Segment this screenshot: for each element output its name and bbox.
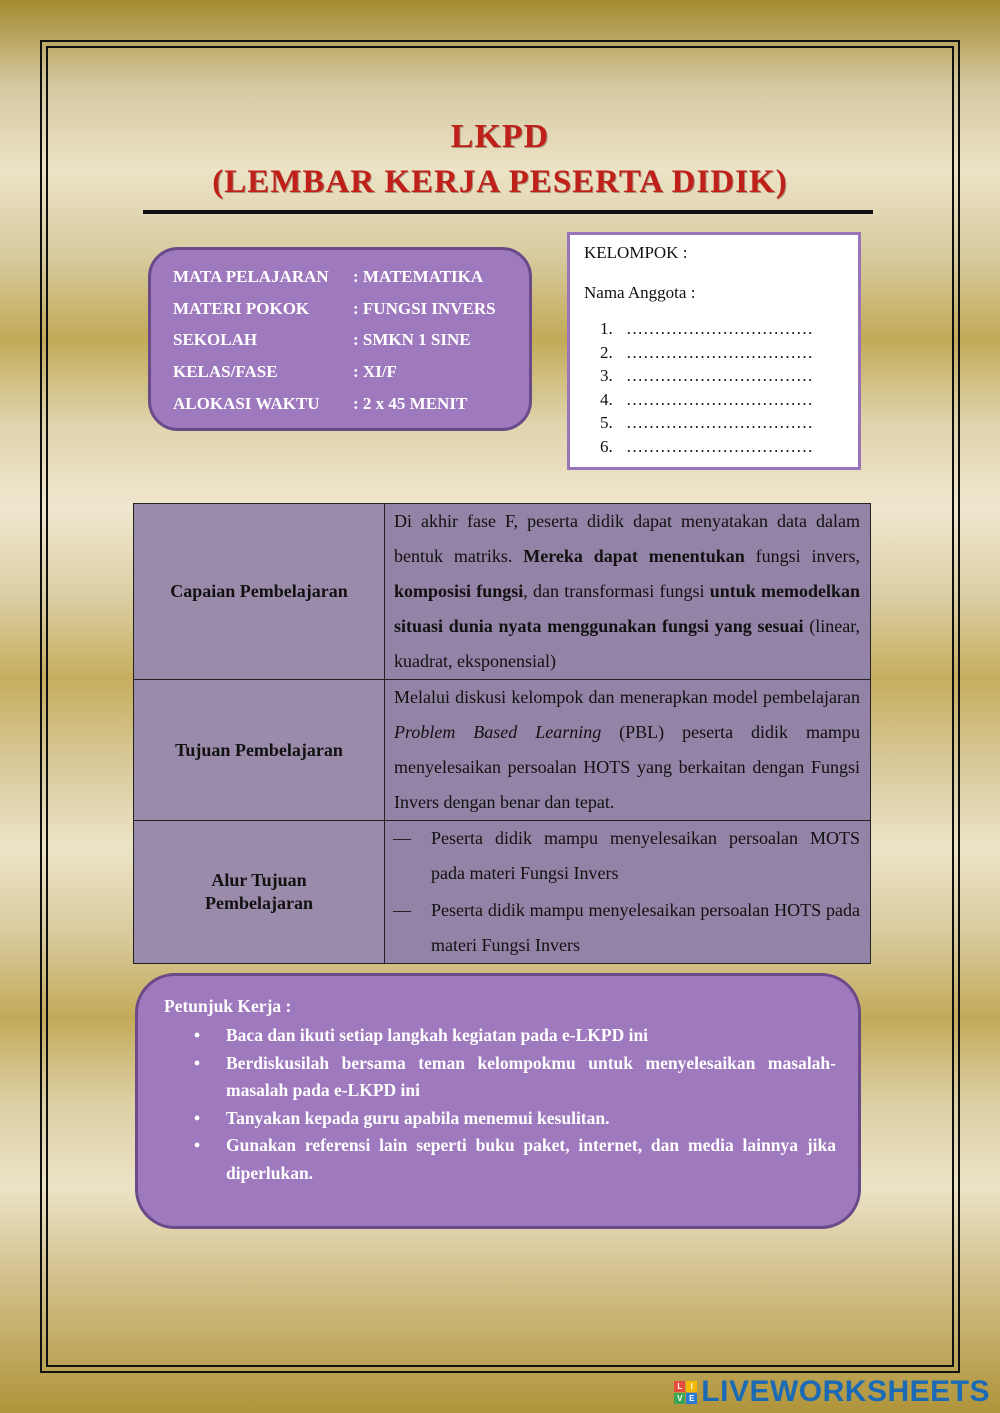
info-row-subject — [173, 267, 483, 287]
info-value: : SMKN 1 SINE — [353, 330, 471, 349]
list-item: • Baca dan ikuti setiap langkah kegiatan pada e-LKPD ini — [194, 1025, 649, 1045]
info-label: ALOKASI WAKTU — [173, 394, 320, 413]
member-item[interactable]: 3. …………………………… — [600, 366, 813, 385]
table-row — [134, 821, 871, 964]
info-row-time — [173, 394, 467, 414]
member-blank[interactable]: …………………………… — [626, 413, 813, 432]
info-label: SEKOLAH — [173, 330, 258, 349]
list-item: • Gunakan referensi lain seperti buku paket, internet, dan media lainnya jika diperlukan. — [194, 1135, 836, 1183]
instructions-title: Petunjuk Kerja : — [164, 996, 292, 1016]
row-heading: Alur Tujuan Pembelajaran — [134, 821, 385, 964]
group-label: KELOMPOK : — [584, 243, 688, 262]
subject-info-box — [148, 247, 532, 431]
list-item: — Peserta didik mampu menyelesaikan persoalan MOTS pada materi Fungsi Invers — [393, 828, 860, 883]
page-title: LKPD — [450, 118, 550, 155]
info-value: : FUNGSI INVERS — [353, 299, 496, 318]
info-row-school — [173, 330, 471, 350]
info-value: : MATEMATIKA — [353, 267, 484, 286]
info-row-topic — [173, 299, 496, 319]
liveworksheets-logo-icon: L I V E — [674, 1381, 697, 1404]
learning-outcomes-table — [133, 503, 871, 964]
row-content: Di akhir fase F, peserta didik dapat menyatakan data dalam bentuk matriks. Mereka dapat menentukan fungsi invers, komposisi fungsi, dan transformasi fungsi untuk memodelkan situasi dunia nyata menggunakan fungsi yang sesuai (linear, kuadrat, eksponensial) — [385, 504, 871, 680]
member-item[interactable]: 5. …………………………… — [600, 413, 813, 432]
group-members-box — [567, 232, 861, 470]
member-item[interactable]: 2. …………………………… — [600, 342, 813, 362]
list-item: — Peserta didik mampu menyelesaikan persoalan HOTS pada materi Fungsi Invers — [393, 900, 860, 955]
member-blank[interactable]: …………………………… — [626, 366, 813, 385]
list-item: • Berdiskusilah bersama teman kelompokmu untuk menyelesaikan masalah-masalah pada e-LKPD ini — [194, 1052, 836, 1100]
row-content: Melalui diskusi kelompok dan menerapkan model pembelajaran Problem Based Learning (PBL) peserta didik mampu menyelesaikan persoalan HOTS yang berkaitan dengan Fungsi Invers dengan benar dan tepat. — [385, 680, 871, 821]
member-blank[interactable]: …………………………… — [626, 389, 813, 409]
info-label: MATA PELAJARAN — [173, 267, 329, 286]
row-content — [385, 821, 871, 964]
info-label: MATERI POKOK — [173, 299, 310, 318]
info-value: : 2 x 45 MENIT — [353, 394, 468, 413]
member-list — [600, 319, 813, 460]
page-subtitle: (LEMBAR KERJA PESERTA DIDIK) — [212, 164, 788, 200]
list-item: • Tanyakan kepada guru apabila menemui kesulitan. — [194, 1107, 610, 1128]
info-row-class — [173, 362, 397, 382]
brand-text: LIVEWORKSHEETS — [701, 1375, 990, 1408]
member-item[interactable]: 6. …………………………… — [600, 436, 813, 456]
table-row — [134, 680, 871, 821]
row-heading: Tujuan Pembelajaran — [134, 680, 385, 821]
liveworksheets-brand[interactable] — [674, 1375, 990, 1409]
members-label: Nama Anggota : — [584, 283, 696, 302]
info-label: KELAS/FASE — [173, 362, 278, 381]
row-heading: Capaian Pembelajaran — [134, 504, 385, 680]
info-value: : XI/F — [353, 362, 397, 381]
instructions-list — [194, 1022, 836, 1187]
instructions-box — [135, 973, 861, 1229]
member-blank[interactable]: …………………………… — [626, 319, 813, 338]
table-row — [134, 504, 871, 680]
member-blank[interactable]: …………………………… — [626, 342, 813, 362]
member-item[interactable]: 4. …………………………… — [600, 389, 813, 409]
member-blank[interactable]: …………………………… — [626, 436, 813, 456]
title-divider — [143, 210, 873, 214]
member-item[interactable]: 1. …………………………… — [600, 319, 813, 338]
